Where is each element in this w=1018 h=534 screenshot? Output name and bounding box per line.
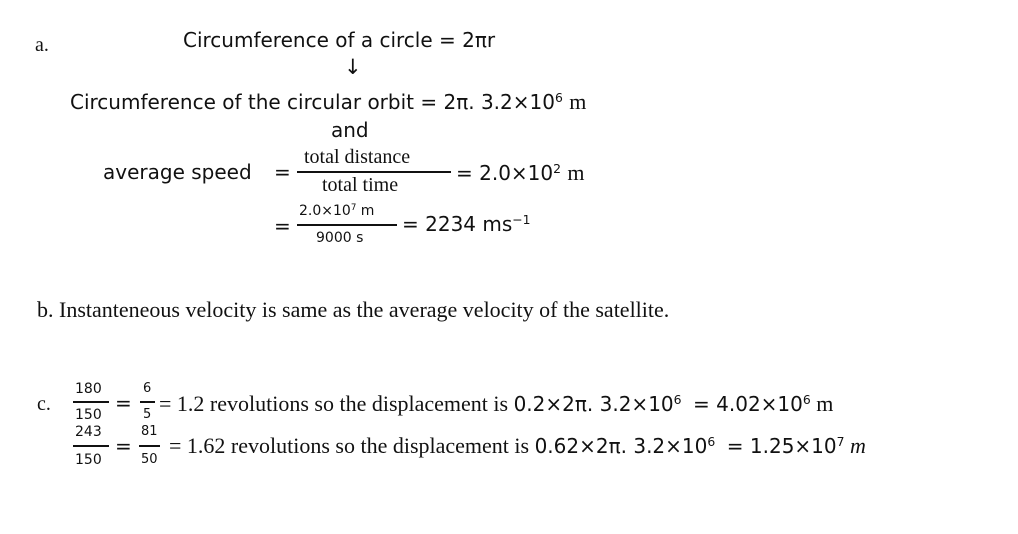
equals-sign: = bbox=[115, 434, 132, 458]
fraction-denominator: 5 bbox=[143, 407, 152, 422]
fraction-denominator: 150 bbox=[75, 407, 102, 423]
fraction-numerator: $2.0\times 10^7$ m bbox=[299, 203, 375, 219]
speed-result: = 2234 $ms^{-1}$ bbox=[402, 212, 531, 236]
fraction-bar bbox=[73, 445, 109, 447]
fraction-numerator: 180 bbox=[75, 381, 102, 397]
circumference-formula: Circumference of a circle = 2πr bbox=[183, 28, 496, 52]
average-speed-label: average speed bbox=[103, 160, 252, 184]
equals-sign: = bbox=[274, 214, 291, 238]
equals-sign: = bbox=[115, 391, 132, 415]
fraction-bar bbox=[297, 171, 451, 173]
orbit-circumference: Circumference of the circular orbit = 2π. $3.2\times 10^6$ m bbox=[70, 89, 587, 114]
fraction-numerator: 243 bbox=[75, 424, 102, 440]
fraction-bar bbox=[139, 445, 160, 447]
revolutions-row-2: = 1.62 revolutions so the displacement is 0.62×2π. $3.2\times 10^6 = 1.25\times 10^7$ m bbox=[169, 433, 866, 458]
fraction-numerator: 81 bbox=[141, 424, 158, 439]
and-text: and bbox=[331, 118, 369, 142]
revolutions-row-1: = 1.2 revolutions so the displacement is 0.2×2π. $3.2\times 10^6 = 4.02\times 10^6$ m bbox=[159, 391, 834, 416]
down-arrow-icon: ↓ bbox=[344, 55, 362, 79]
fraction-bar bbox=[297, 224, 397, 226]
fraction-bar bbox=[140, 401, 155, 403]
fraction-denominator: 150 bbox=[75, 452, 102, 468]
equals-sign: = bbox=[274, 160, 291, 184]
fraction-denominator: total time bbox=[322, 174, 399, 196]
part-b-statement: b. Instanteneous velocity is same as the average velocity of the satellite. bbox=[37, 297, 670, 322]
fraction-bar bbox=[73, 401, 109, 403]
part-c-label: c. bbox=[37, 393, 51, 415]
fraction-numerator: total distance bbox=[304, 146, 411, 168]
part-a-label: a. bbox=[35, 34, 49, 56]
distance-result: = $2.0\times 10^2$ m bbox=[456, 160, 585, 185]
fraction-numerator: 6 bbox=[143, 381, 152, 396]
fraction-denominator: 50 bbox=[141, 452, 158, 467]
fraction-denominator: 9000 s bbox=[316, 230, 364, 246]
